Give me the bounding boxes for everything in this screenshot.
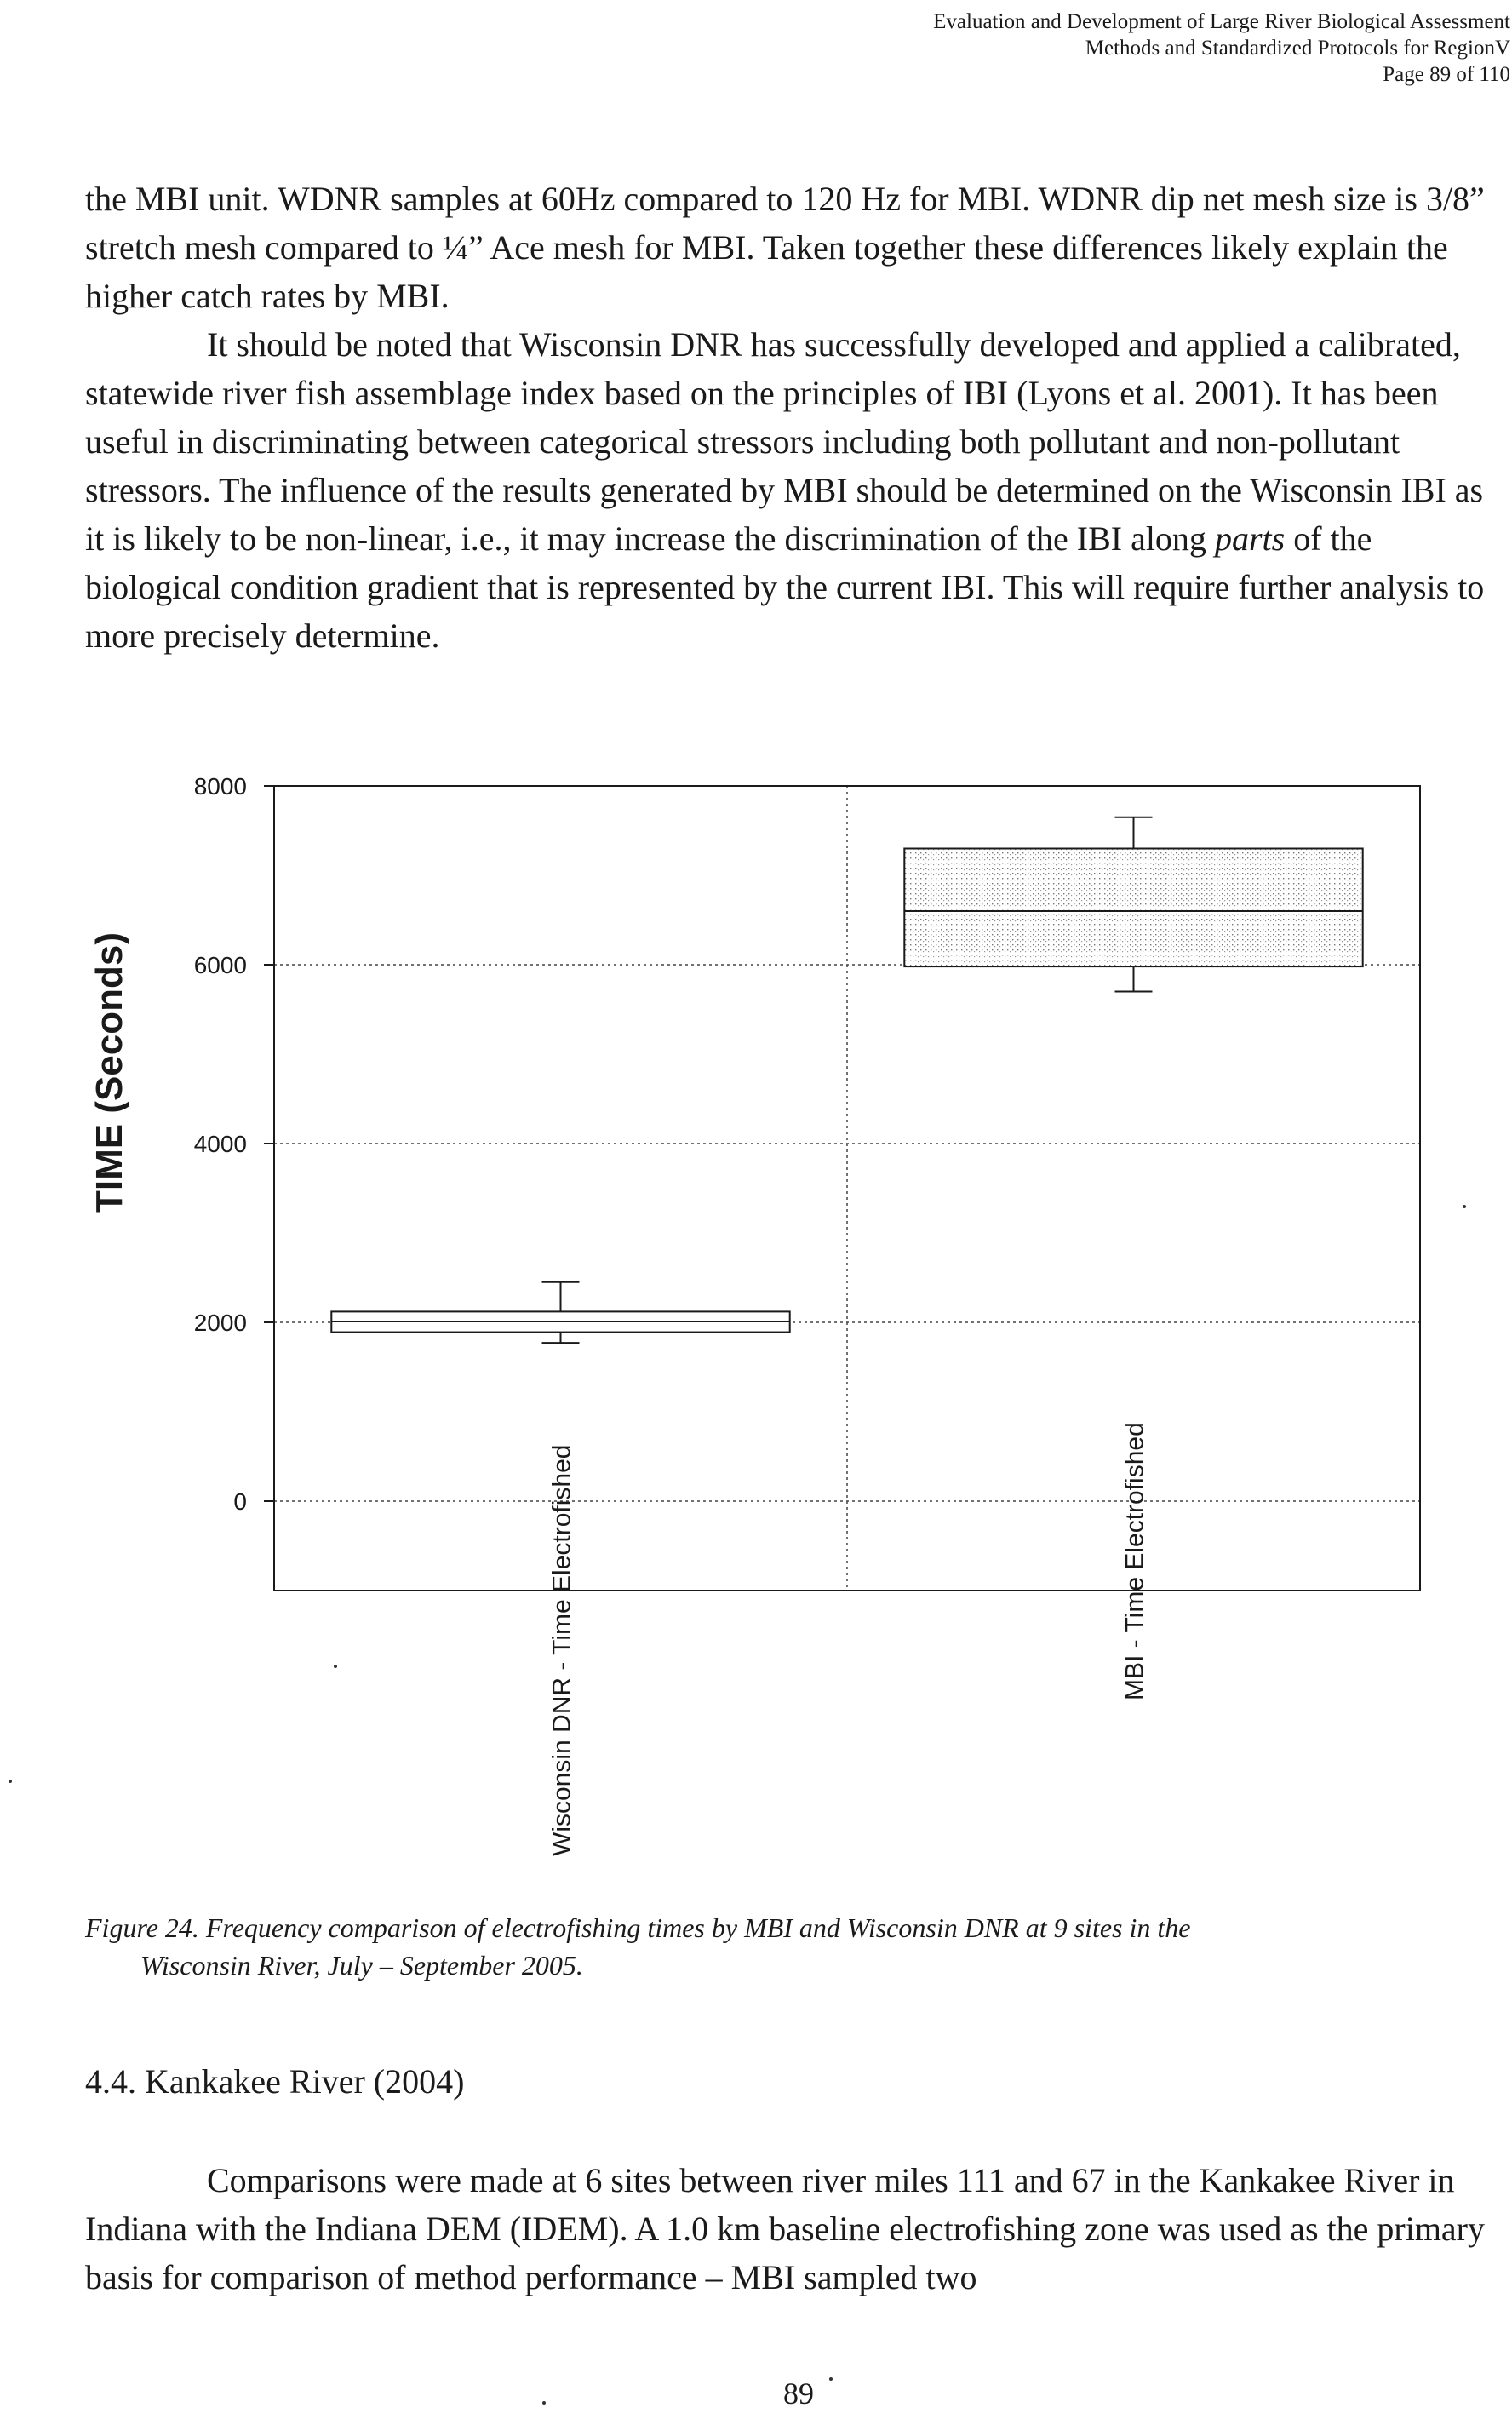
figure-caption: [85, 1909, 1498, 1984]
header-title-line2: Methods and Standardized Protocols for RegionV: [1085, 37, 1510, 60]
category-label-mbi: MBI - Time Electrofished: [1120, 1422, 1149, 1700]
paragraph-wisconsin-ibi-part2: of the biological condition gradient that is represented by the current IBI. This will require further analysis to more precisely determine.: [85, 519, 1485, 655]
section-kankakee: [85, 2061, 464, 2103]
y-tick-label: 4000: [193, 1131, 247, 1157]
category-label-wisconsin-dnr: Wisconsin DNR - Time Electrofished: [547, 1444, 576, 1856]
paragraph-mbi-unit: the MBI unit. WDNR samples at 60Hz compared to 120 Hz for MBI. WDNR dip net mesh size is 3/8” stretch mesh compared to ¼” Ace mesh for MBI. Taken together these differences likely explain the higher catch rates by MBI.: [85, 180, 1485, 315]
body-text-top: [85, 175, 1498, 660]
page-header: [744, 9, 1510, 88]
y-tick-label: 0: [233, 1488, 247, 1515]
paragraph-wisconsin-ibi-part1: It should be noted that Wisconsin DNR has successfully developed and applied a calibrated, statewide river fish assemblage index based on the principles of IBI (Lyons et al. 2001). It has been useful in discriminating between categorical stressors including both pollutant and non-pollutant stressors. The influence of the results generated by MBI should be determined on the Wisconsin IBI as it is likely to be non-linear, i.e., it may increase the discrimination of the IBI along: [85, 325, 1484, 558]
scan-speck: [1463, 1205, 1466, 1208]
section-heading: 4.4. Kankakee River (2004): [85, 2062, 465, 2101]
header-page-label: Page 89 of 110: [1383, 63, 1510, 86]
y-axis-label: TIME (Seconds): [89, 932, 130, 1214]
paragraph-kankakee: Comparisons were made at 6 sites between river miles 111 and 67 in the Kankakee River in Indiana with the Indiana DEM (IDEM). A 1.0 km baseline electrofishing zone was used as the primary basis for comparison of method performance – MBI sampled two: [85, 2161, 1486, 2296]
box-mbi: [904, 817, 1362, 992]
caption-line2: Wisconsin River, July – September 2005.: [140, 1950, 583, 1981]
paragraph-wisconsin-ibi: [85, 320, 1498, 660]
emphasis-parts: parts: [1214, 519, 1286, 558]
y-tick-label: 2000: [193, 1310, 247, 1336]
scan-speck: [334, 1665, 337, 1668]
y-tick-labels: [194, 773, 274, 1515]
box-iqr: [904, 849, 1362, 967]
caption-line1: Frequency comparison of electrofishing times by MBI and Wisconsin DNR at 9 sites in the: [205, 1912, 1191, 1943]
scan-speck: [542, 2401, 546, 2405]
y-tick-label: 6000: [193, 952, 247, 978]
scan-speck: [9, 1780, 12, 1783]
scan-speck: [829, 2377, 833, 2381]
y-tick-label: 8000: [193, 773, 247, 800]
box-wisconsin-dnr: [331, 1282, 789, 1343]
figure-label: Figure 24.: [85, 1912, 199, 1943]
box-plot-chart: [51, 749, 1447, 1890]
page-number: 89: [783, 2376, 814, 2411]
header-title-line1: Evaluation and Development of Large River Biological Assessment: [933, 10, 1510, 33]
